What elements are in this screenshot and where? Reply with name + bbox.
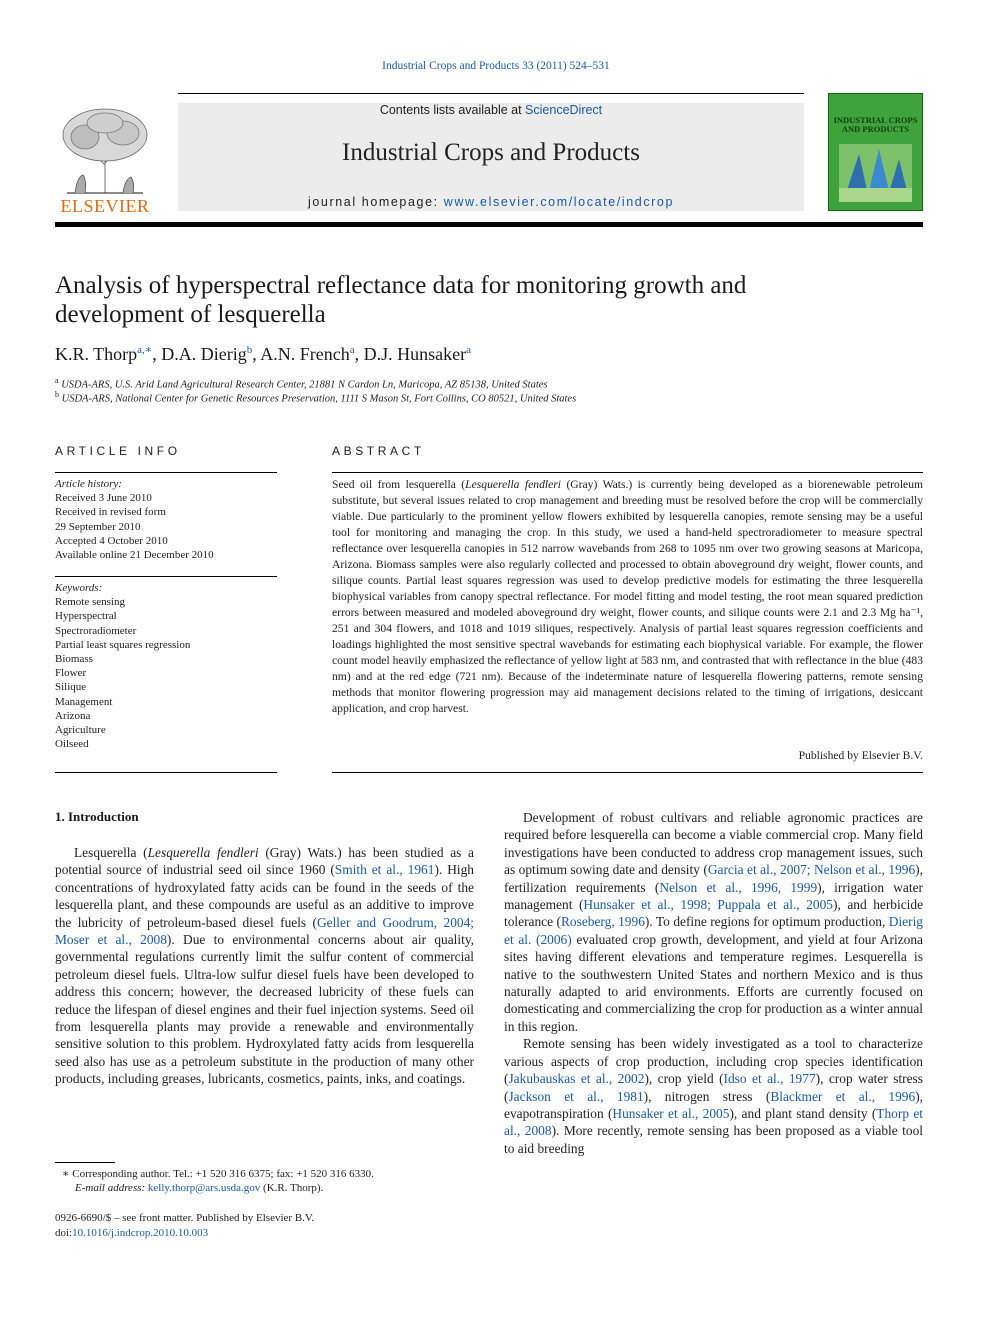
published-by: Published by Elsevier B.V. <box>798 749 923 762</box>
journal-homepage-line <box>178 195 804 209</box>
text-run: ), irrigation water management ( <box>504 879 923 913</box>
abstract-bottom-rule <box>332 772 923 773</box>
keyword: Remote sensing <box>55 596 125 609</box>
journal-cover-thumbnail <box>828 93 923 211</box>
doi-link[interactable]: 10.1016/j.indcrop.2010.10.003 <box>72 1227 209 1239</box>
paragraph <box>55 844 474 1088</box>
text-run: ), crop yield ( <box>644 1071 724 1087</box>
text-run: ). More recently, remote sensing has been proposed as a viable tool to aid breeding <box>504 1123 923 1156</box>
text-run: ), and herbicide tolerance ( <box>504 897 924 930</box>
text-run: Lesquerella ( <box>74 845 148 860</box>
author-list <box>55 343 471 365</box>
text-run: ), and plant stand density ( <box>729 1105 877 1121</box>
header-thick-rule <box>55 222 923 227</box>
affiliation-text: USDA-ARS, U.S. Arid Land Agricultural Research Center, 21881 N Cardon Ln, Maricopa, AZ 85138, United States <box>61 379 548 391</box>
doi-prefix: doi: <box>55 1227 73 1239</box>
keyword: Hyperspectral <box>55 610 117 623</box>
text-run: ), fertilization requirements ( <box>504 862 923 895</box>
keywords-rule <box>55 576 277 577</box>
article-info-heading: ARTICLE INFO <box>55 444 181 458</box>
keywords <box>55 581 277 751</box>
contents-line <box>178 103 804 117</box>
text-run: ). High concentrations of hydroxylated fatty acids can be found in the seeds of the lesquerella plant, and these compounds are useful as an additive to improve the lubricity of petroleum-based diesel fuels ( <box>55 862 474 930</box>
author-affiliation-mark[interactable]: a <box>466 344 472 356</box>
abstract-heading: ABSTRACT <box>332 444 425 458</box>
text-run: Remote sensing has been widely investigated as a tool to characterize various aspects of crop production, including crop species identification ( <box>504 1036 923 1087</box>
reference-link[interactable]: Smith et al., 1961 <box>334 862 435 878</box>
author-name: D.A. Dierig <box>161 344 247 364</box>
article-info-rule <box>55 472 277 473</box>
author-affiliation-mark[interactable]: b <box>246 344 253 356</box>
keyword: Oilseed <box>55 738 89 751</box>
author-affiliation-mark[interactable]: a,∗ <box>137 344 153 356</box>
article-title: Analysis of hyperspectral reflectance data for monitoring growth and development of lesquerella <box>55 272 747 328</box>
reference-link[interactable]: Garcia et al., 2007; Nelson et al., 1996 <box>707 862 916 878</box>
journal-citation[interactable]: Industrial Crops and Products 33 (2011) 524–531 <box>382 60 610 72</box>
elsevier-wordmark: ELSEVIER <box>60 196 150 216</box>
keyword: Biomass <box>55 653 93 666</box>
reference-link[interactable]: Hunsaker et al., 1998; Puppala et al., 2005 <box>583 897 833 913</box>
reference-link[interactable]: Thorp et al., 2008 <box>504 1105 923 1139</box>
author-affiliation-mark[interactable]: a <box>349 344 355 356</box>
intro-right-column <box>504 809 923 1157</box>
text-run: ), evapotranspiration ( <box>504 1088 923 1121</box>
contents-prefix: Contents lists available at <box>379 103 526 117</box>
article-history <box>55 477 277 562</box>
reference-link[interactable]: Roseberg, 1996 <box>560 914 645 930</box>
cover-title: INDUSTRIAL CROPS AND PRODUCTS <box>833 115 918 134</box>
paragraph <box>504 809 923 1035</box>
species-name: Lesquerella fendleri <box>147 845 259 860</box>
keyword: Silique <box>55 681 87 694</box>
text-run: ). Due to environmental concerns about air quality, governmental regulations currently limit the sulfur content of commercial petroleum diesel fuels. Ultra-low sulfur diesel fuels have been developed to address this concern; however, the decreased lubricity of these fuels can reduce the lifespan of diesel engines and their fuel injection systems. Seed oil from lesquerella plants may provide a renewable and environmentally sensitive solution to this problem. Hydroxylated fatty acids from lesquerella seed also has use as a petroleum substitute in the production of many other products, including greases, lubricants, cosmetics, paints, inks, and coatings. <box>55 932 475 1087</box>
affiliation <box>55 376 547 391</box>
corresponding-author-note: ∗ Corresponding author. Tel.: +1 520 316 6375; fax: +1 520 316 6330. <box>62 1168 374 1180</box>
text-run: evaluated crop growth, development, and yield at four Arizona sites having different elevations and temperature regimes. Lesquerella is native to the southwestern United States and northern Mexico and is thus naturally adapted to arid environments. Efforts are currently focused on domesticating and commercializing the crop for production as a winter annual in this region. <box>504 931 923 1034</box>
history-item: Received in revised form <box>55 506 166 519</box>
affiliation-mark: a <box>55 376 59 385</box>
text-run: ). To define regions for optimum production, <box>644 914 889 930</box>
abstract-text-part: Seed oil from lesquerella ( <box>332 478 466 491</box>
header-top-rule <box>178 93 804 94</box>
footnote-rule <box>55 1162 115 1163</box>
history-item: Available online 21 December 2010 <box>55 549 214 562</box>
history-item: 29 September 2010 <box>55 520 141 533</box>
email-label: E-mail address: <box>75 1182 148 1194</box>
abstract-text <box>332 477 923 717</box>
reference-link[interactable]: Jackson et al., 1981 <box>508 1088 644 1104</box>
sciencedirect-link[interactable]: ScienceDirect <box>525 103 603 117</box>
email-suffix: (K.R. Thorp). <box>260 1182 324 1194</box>
history-item: Accepted 4 October 2010 <box>55 534 168 547</box>
affiliation <box>55 390 576 405</box>
paragraph <box>504 1035 923 1157</box>
journal-title: Industrial Crops and Products <box>342 139 640 166</box>
keyword: Spectroradiometer <box>55 624 137 637</box>
reference-link[interactable]: Idso et al., 1977 <box>723 1071 816 1087</box>
species-name: Lesquerella fendleri <box>465 478 561 491</box>
keyword: Agriculture <box>55 724 106 737</box>
doi-line <box>55 1227 208 1239</box>
keyword: Flower <box>55 667 87 680</box>
keywords-label: Keywords: <box>55 582 103 594</box>
reference-link[interactable]: Dierig et al. (2006) <box>504 914 924 947</box>
intro-left-column <box>55 844 474 1088</box>
author-name: D.J. Hunsaker <box>363 344 467 364</box>
abstract-rule <box>332 472 923 473</box>
article-info-bottom-rule <box>55 772 277 773</box>
abstract-text-part: (Gray) Wats.) is currently being developed as a biorenewable petroleum substitute, but several issues related to crop management and breeding must be resolved before the crop will be commercially viable. Due particularly to the prominent yellow flowers exhibited by lesquerella canopies, remote sensing may be a useful tool for monitoring and managing the crop. In this study, we used a hand-held spectroradiometer to measure spectral reflectance over lesquerella canopies in 512 narrow wavebands from 268 to 1095 nm over two growing seasons at Maricopa, Arizona. Biomass samples were also regularly collected and processed to obtain aboveground dry weight, flower counts, and silique counts. Partial least squares regression was used to develop predictive models for estimating the three lesquerella biophysical variables from canopy spectral reflectance. For model fitting and model testing, the root mean squared prediction errors between measured and modeled aboveground dry weight, flower counts, and silique counts were 2.1 and 2.3 Mg ha⁻¹, 251 and 304 flowers, and 1018 and 1019 siliques, respectively. Analysis of partial least squares regression coefficients and loadings highlighted the most sensitive spectral wavebands for estimating each biophysical variable. For example, the flower count model heavily emphasized the reflectance of yellow light at 583 nm, and contrasted that with reflectance in the blue (483 nm) and at the red edge (721 nm). Because of the indeterminate nature of lesquerella flowering patterns, remote sensing methods that monitor flowering progression may aid management decisions related to the timing of irrigations, desiccant application, and crop harvest. <box>332 478 924 715</box>
issn-line: 0926-6690/$ – see front matter. Published by Elsevier B.V. <box>55 1212 315 1224</box>
history-label: Article history: <box>55 478 122 490</box>
reference-link[interactable]: Jakubauskas et al., 2002 <box>508 1071 645 1087</box>
reference-link[interactable]: Blackmer et al., 1996 <box>770 1088 916 1104</box>
reference-link[interactable]: Hunsaker et al., 2005 <box>612 1105 730 1121</box>
keyword: Arizona <box>55 709 91 722</box>
keyword: Management <box>55 695 113 708</box>
homepage-prefix: journal homepage: <box>307 195 444 209</box>
email-note <box>75 1182 323 1194</box>
email-link[interactable]: kelly.thorp@ars.usda.gov <box>147 1182 261 1194</box>
homepage-link[interactable]: www.elsevier.com/locate/indcrop <box>443 195 675 209</box>
author-separator: , <box>152 344 162 364</box>
author-separator: , <box>252 344 261 364</box>
affiliation-text: USDA-ARS, National Center for Genetic Resources Preservation, 1111 S Mason St, Fort Collins, CO 80521, United States <box>61 393 577 405</box>
reference-link[interactable]: Nelson et al., 1996, 1999 <box>659 879 818 895</box>
text-run: ), nitrogen stress ( <box>643 1088 771 1104</box>
author-separator: , <box>354 344 364 364</box>
history-item: Received 3 June 2010 <box>55 492 152 505</box>
author-name: K.R. Thorp <box>55 344 138 364</box>
keyword: Partial least squares regression <box>55 638 191 651</box>
reference-link[interactable]: Geller and Goodrum, 2004; Moser et al., 2008 <box>55 914 474 948</box>
text-run: (Gray) Wats.) has been studied as a potential source of industrial seed oil since 1960 ( <box>55 845 474 878</box>
text-run: ), crop water stress ( <box>504 1071 923 1104</box>
text-run: Development of robust cultivars and reliable agronomic practices are required before lesquerella can become a viable commercial crop. Many field investigations have been conducted to address crop management issues, such as optimum sowing date and density ( <box>504 810 923 878</box>
author-name: A.N. French <box>260 344 350 364</box>
cover-illustration-icon <box>839 144 912 202</box>
section-heading-introduction: 1. Introduction <box>55 809 139 824</box>
affiliation-mark: b <box>55 390 59 399</box>
